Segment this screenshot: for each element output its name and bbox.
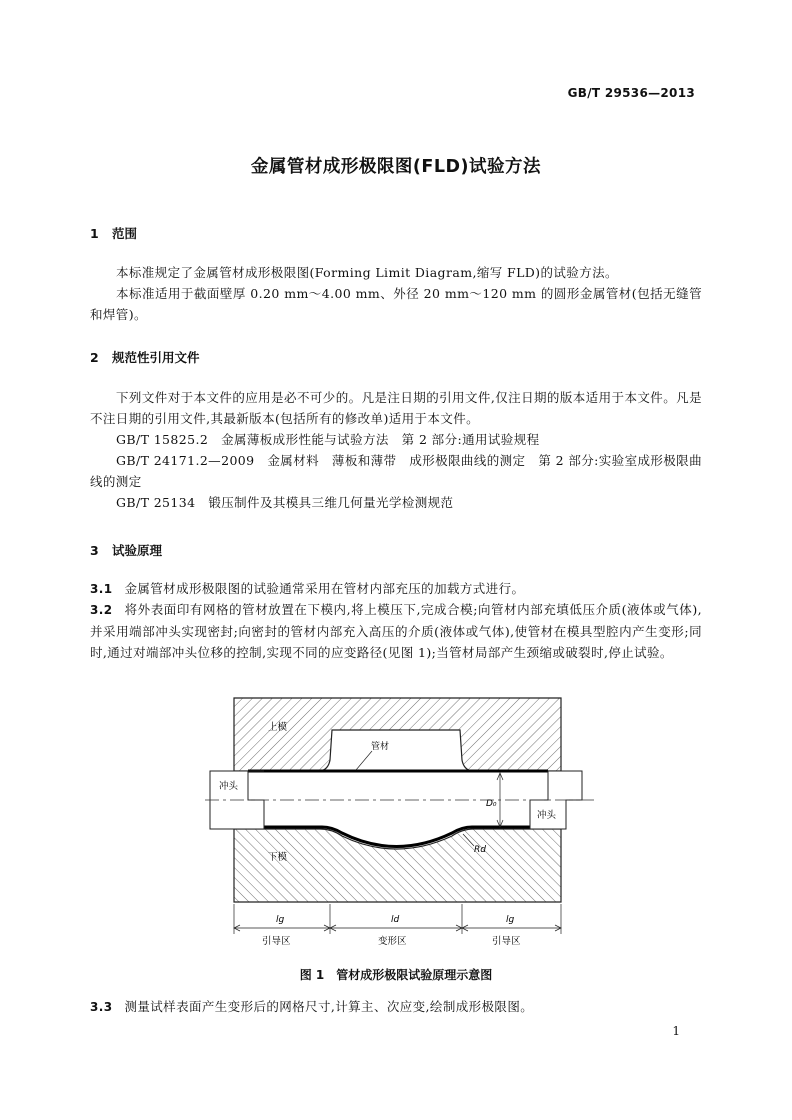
tube-fld-principle-figure xyxy=(200,692,600,952)
section-number: 3 xyxy=(90,543,99,558)
section-1-para-1: 本标准规定了金属管材成形极限图(Forming Limit Diagram,缩写 FLD)的试验方法。 xyxy=(116,265,618,280)
section-1-para-2: 本标准适用于截面壁厚 0.20 mm～4.00 mm、外径 20 mm～120 mm 的圆形金属管材(包括无缝管和焊管)。 xyxy=(90,286,702,322)
punch-right-label: 冲头 xyxy=(537,810,557,821)
section-number: 1 xyxy=(90,226,99,241)
zone-guide-right: 引导区 xyxy=(492,936,521,947)
clause-3-2 xyxy=(90,599,702,663)
upper-die-label: 上模 xyxy=(268,722,288,733)
d0-label: D₀ xyxy=(486,799,497,809)
clause-number: 3.2 xyxy=(90,603,113,617)
reference-2: GB/T 24171.2—2009 金属材料 薄板和薄带 成形极限曲线的测定 第 2 部分:实验室成形极限曲线的测定 xyxy=(90,453,702,489)
clause-text: 测量试样表面产生变形后的网格尺寸,计算主、次应变,绘制成形极限图。 xyxy=(124,999,534,1014)
tube-label: 管材 xyxy=(371,742,390,752)
section-2-heading xyxy=(90,348,200,366)
ld-label: ld xyxy=(391,915,400,925)
clause-3-3 xyxy=(90,996,702,1018)
reference-3: GB/T 25134 锻压制件及其模具三维几何量光学检测规范 xyxy=(116,495,454,510)
section-title: 试验原理 xyxy=(112,543,163,558)
lower-die xyxy=(234,829,561,902)
lg-right-label: lg xyxy=(506,915,515,925)
clause-number: 3.3 xyxy=(90,1000,113,1014)
section-title: 范围 xyxy=(112,226,138,241)
section-1-heading xyxy=(90,224,137,242)
zone-guide-left: 引导区 xyxy=(262,936,291,947)
section-3-heading xyxy=(90,541,162,559)
clause-number: 3.1 xyxy=(90,582,113,596)
rd-label: Rd xyxy=(474,845,486,855)
clause-text: 金属管材成形极限图的试验通常采用在管材内部充压的加载方式进行。 xyxy=(124,581,525,596)
page-number: 1 xyxy=(672,1024,680,1038)
clause-3-1 xyxy=(90,578,702,600)
zone-deform: 变形区 xyxy=(378,936,407,947)
figure-caption: 图 1 管材成形极限试验原理示意图 xyxy=(299,968,493,982)
standard-number: GB/T 29536—2013 xyxy=(567,86,695,100)
lg-left-label: lg xyxy=(276,915,285,925)
section-2-para-1: 下列文件对于本文件的应用是必不可少的。凡是注日期的引用文件,仅注日期的版本适用于本文件。凡是不注日期的引用文件,其最新版本(包括所有的修改单)适用于本文件。 xyxy=(90,390,702,426)
section-title: 规范性引用文件 xyxy=(112,350,200,365)
lower-die-label: 下模 xyxy=(268,852,288,863)
reference-1: GB/T 15825.2 金属薄板成形性能与试验方法 第 2 部分:通用试验规程 xyxy=(116,432,540,447)
punch-left-label: 冲头 xyxy=(219,781,239,792)
clause-text: 将外表面印有网格的管材放置在下模内,将上模压下,完成合模;向管材内部充填低压介质(液体或气体),并采用端部冲头实现密封;向密封的管材内部充入高压的介质(液体或气体),使管材在模具型腔内产生变形;同时,通过对端部冲头位移的控制,实现不同的应变路径(见图 1);当管材局部产生颈缩或破裂时,停止试验。 xyxy=(90,602,702,660)
upper-die xyxy=(234,698,561,771)
document-title: 金属管材成形极限图(FLD)试验方法 xyxy=(250,157,542,177)
section-number: 2 xyxy=(90,350,99,365)
